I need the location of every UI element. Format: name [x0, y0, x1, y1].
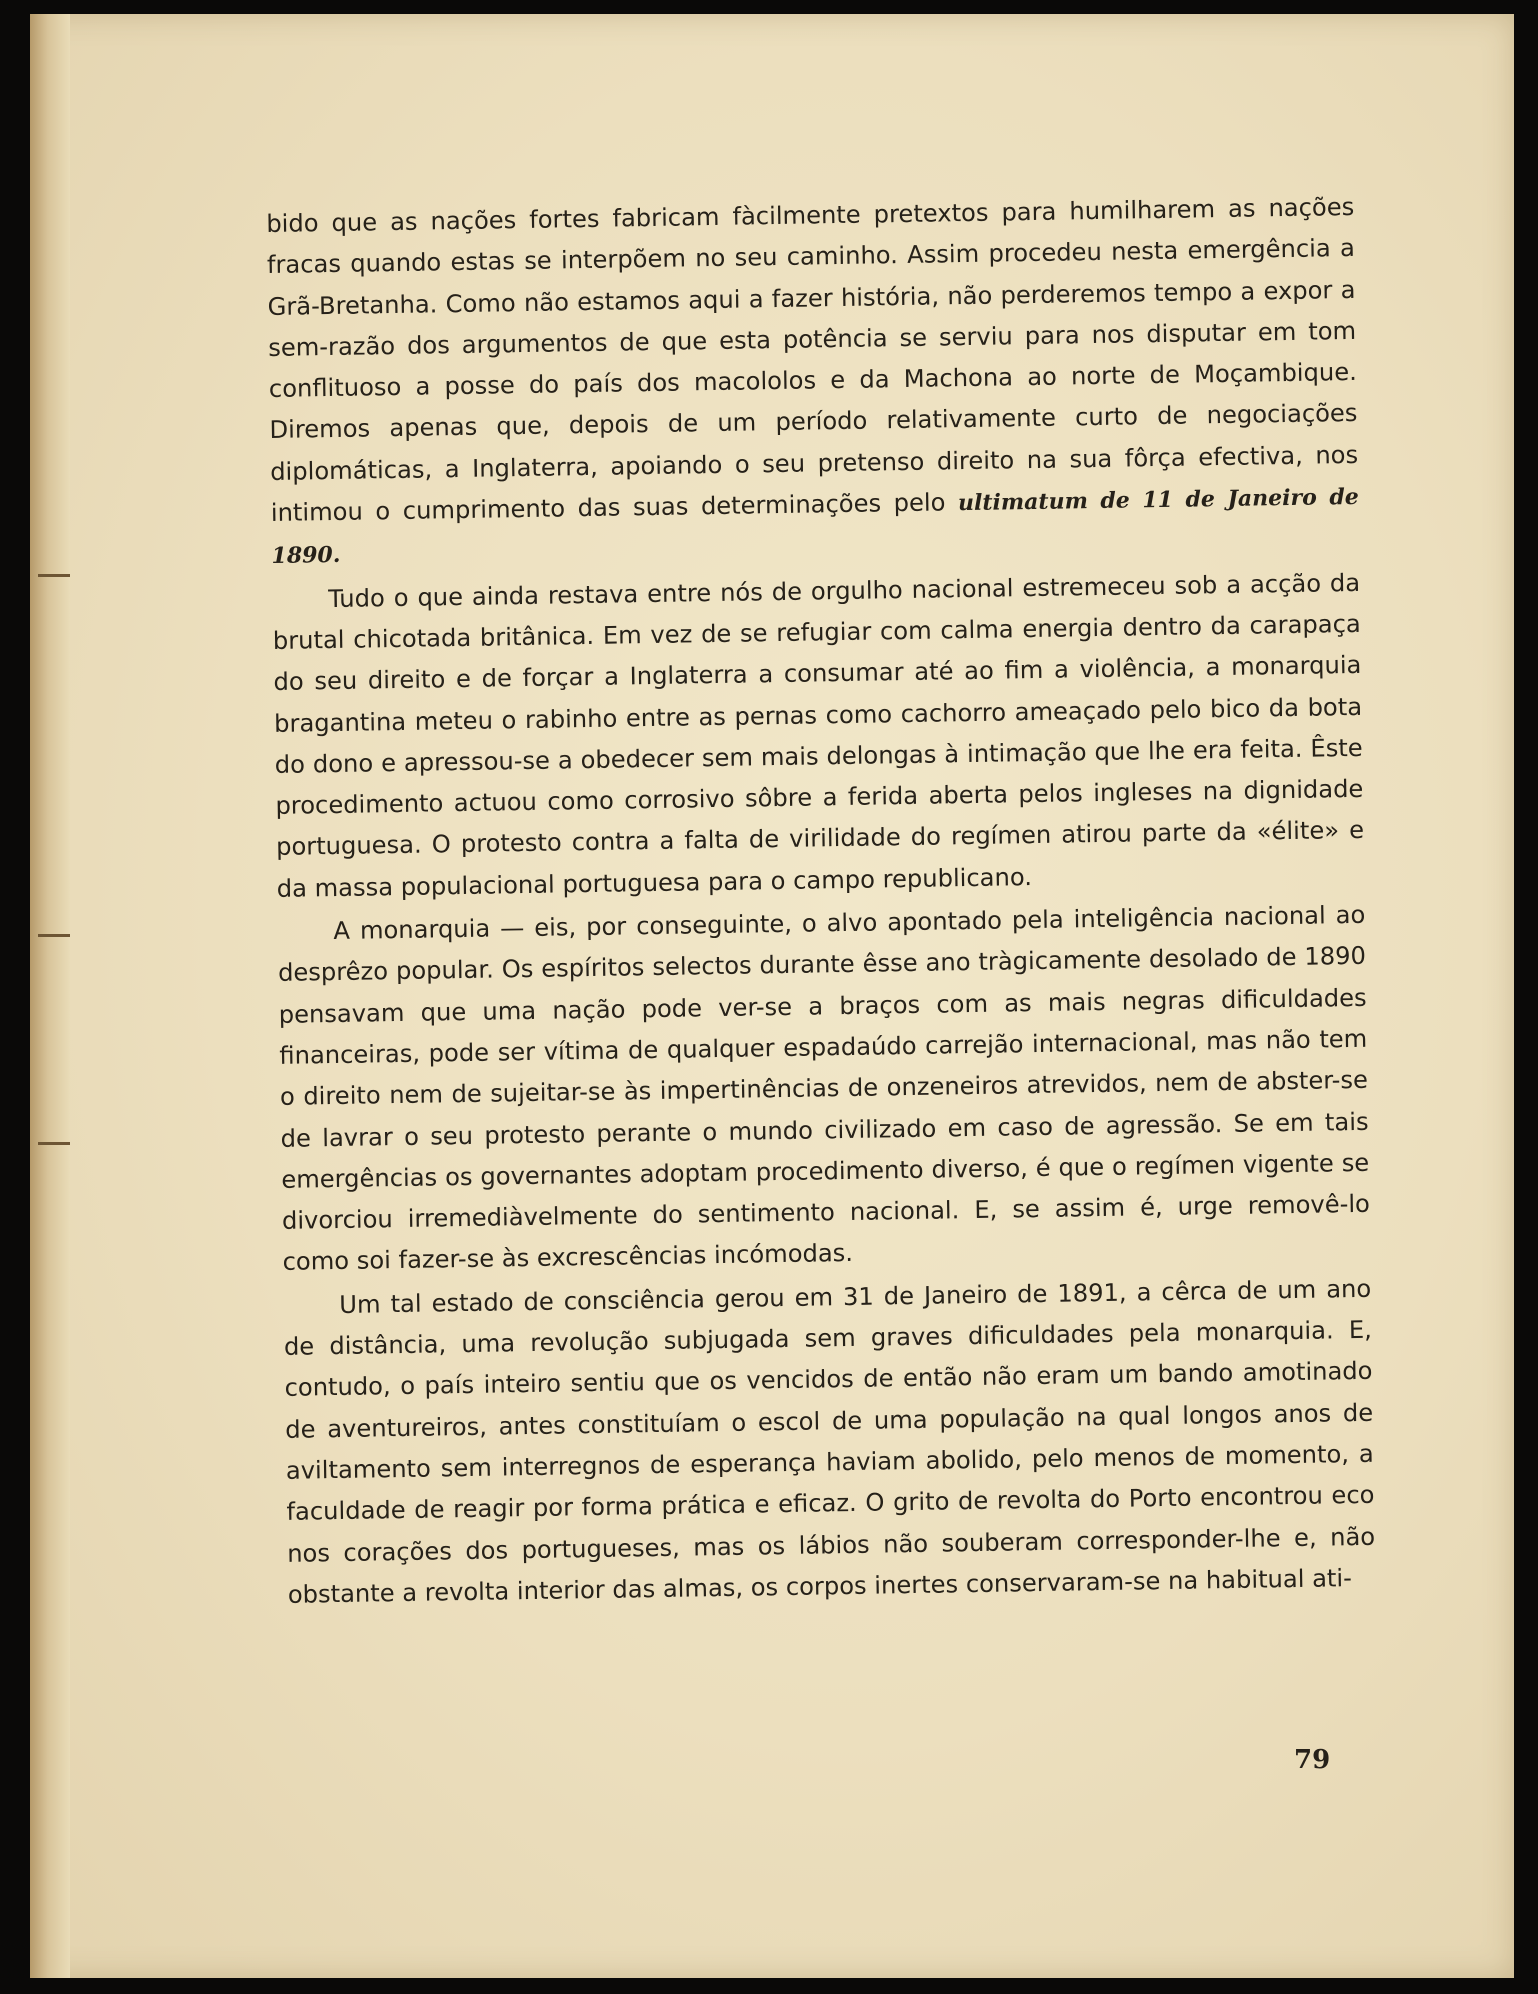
book-spine-edge — [30, 14, 70, 1978]
paragraph-1-text: bido que as nações fortes fabricam fàcilmente pretextos para humilharem as nações fracas quando estas se interpõem no seu caminho. Assim procedeu nesta emergência a Grã-Bretanha. Como não estamos aqui a fazer história, não perderemos tempo a expor a sem-razão dos argumentos de que esta potência se serviu para nos disputar em tom conflituoso a posse do país dos macololos e da Machona ao norte de Moçambique. Diremos apenas que, depois de um período relativamente curto de negociações diplomáticas, a Inglaterra, apoiando o seu pretenso direito na sua fôrça efectiva, nos intimou o cumprimento das suas determinações pelo — [266, 192, 1359, 528]
paragraph-1 — [266, 187, 1360, 578]
spine-stitch-mark — [38, 1142, 70, 1145]
paper-sheet — [30, 14, 1514, 1978]
paragraph-2 — [272, 563, 1365, 910]
paragraph-4 — [283, 1268, 1376, 1615]
body-text — [266, 187, 1376, 1618]
paragraph-3 — [277, 895, 1371, 1284]
page-number: 79 — [1294, 1745, 1331, 1775]
spine-stitch-mark — [38, 934, 70, 937]
paragraph-3-text: A monarquia — eis, por conseguinte, o alvo apontado pela inteligência nacional ao desprêzo popular. Os espíritos selectos durante êsse ano tràgicamente desolado de 1890 pensavam que uma nação pode ver-se a braços com as mais negras dificuldades financeiras, pode ser vítima de qualquer espadaúdo carrejão internacional, mas não tem o direito nem de sujeitar-se às impertinências de onzeneiros atrevidos, nem de abster-se de lavrar o seu protesto perante o mundo civilizado em caso de agressão. Se em tais emergências os governantes adoptam procedimento diverso, é que o regímen vigente se divorciou irremediàvelmente do sentimento nacional. E, se assim é, urge removê-lo como soi fazer-se às excrescências incómodas. — [277, 900, 1371, 1277]
ultimatum-date-emphasis: ultimatum de 11 de Janeiro de 1890. — [271, 483, 1359, 570]
paragraph-2-text: Tudo o que ainda restava entre nós de orgulho nacional estremeceu sob a acção da brutal chicotada britânica. Em vez de se refugiar com calma energia dentro da carapaça do seu direito e de forçar a Inglaterra a consumar até ao fim a violência, a monarquia bragantina meteu o rabinho entre as pernas como cachorro ameaçado pelo bico da bota do dono e apressou-se a obedecer sem mais delongas à intimação que lhe era feita. Êste procedimento actuou como corrosivo sôbre a ferida aberta pelos ingleses na dignidade portuguesa. O protesto contra a falta de virilidade do regímen atirou parte da «élite» e da massa populacional portuguesa para o campo republicano. — [272, 568, 1365, 903]
paragraph-4-text: Um tal estado de consciência gerou em 31 de Janeiro de 1891, a cêrca de um ano de distância, uma revolução subjugada sem graves dificuldades pela monarquia. E, contudo, o país inteiro sentiu que os vencidos de então não eram um bando amotinado de aventureiros, antes constituíam o escol de uma população na qual longos anos de aviltamento sem interregnos de esperança haviam abolido, pelo menos de momento, a faculdade de reagir por forma prática e eficaz. O grito de revolta do Porto encontrou eco nos corações dos portugueses, mas os lábios não souberam corresponder-lhe e, não obstante a revolta interior das almas, os corpos inertes conservaram-se na habitual ati- — [283, 1274, 1376, 1609]
spine-stitch-mark — [38, 574, 70, 577]
